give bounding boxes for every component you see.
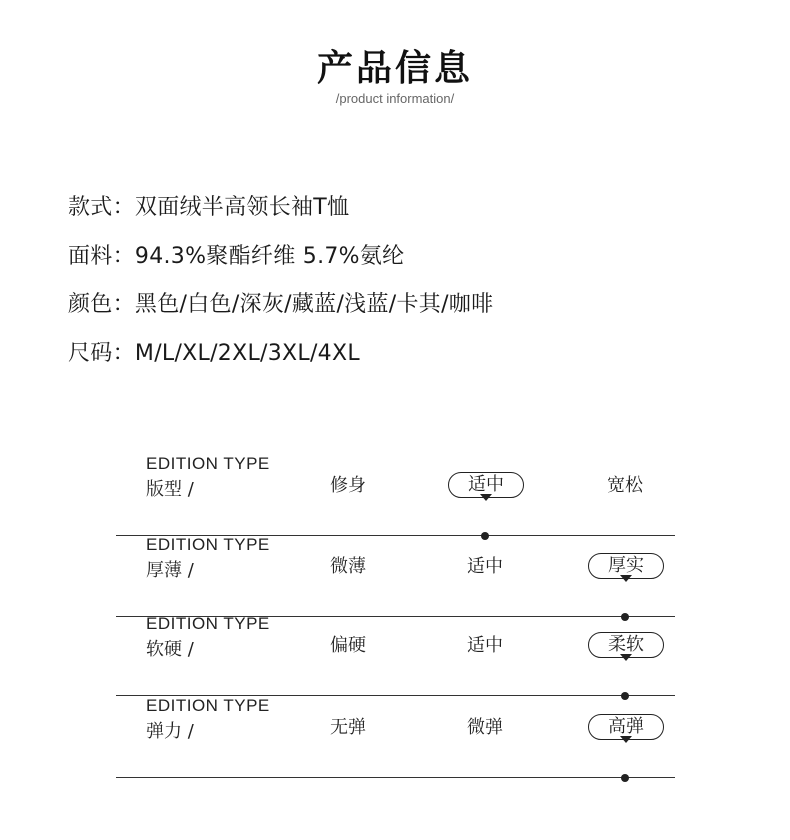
spec-value: M/L/XL/2XL/3XL/4XL: [134, 341, 360, 366]
scale-option: 适中: [467, 635, 503, 656]
scale-marker-dot: [621, 774, 629, 782]
scale-option-selected: 柔软: [588, 632, 664, 658]
spec-style: [68, 190, 349, 221]
scale-option-selected: 适中: [448, 472, 524, 498]
scale-cn-label: 弹力 /: [146, 721, 194, 742]
selection-pointer-icon: [620, 654, 632, 661]
spec-fabric: [68, 239, 404, 270]
spec-label: 尺码：: [68, 341, 135, 366]
scale-option: 微弹: [467, 717, 503, 738]
scale-cn-label: 版型 /: [146, 479, 194, 500]
scale-cn-label: 厚薄 /: [146, 560, 194, 581]
spec-label: 款式：: [68, 195, 135, 220]
spec-value: 94.3%聚酯纤维 5.7%氨纶: [134, 244, 405, 269]
scale-option: 偏硬: [330, 635, 366, 656]
scale-option: 微薄: [330, 556, 366, 577]
scale-en-label: EDITION TYPE: [146, 614, 270, 633]
spec-label: 颜色：: [68, 292, 135, 317]
selection-pointer-icon: [480, 494, 492, 501]
selection-pointer-icon: [620, 736, 632, 743]
scale-option: 无弹: [330, 717, 366, 738]
scale-en-label: EDITION TYPE: [146, 696, 270, 715]
scale-option-selected: 厚实: [588, 553, 664, 579]
scale-cn-label: 软硬 /: [146, 639, 194, 660]
spec-value: 黑色/白色/深灰/藏蓝/浅蓝/卡其/咖啡: [134, 292, 494, 317]
page-title: 产品信息: [316, 48, 473, 89]
scale-option: 修身: [330, 475, 366, 496]
scale-en-label: EDITION TYPE: [146, 454, 270, 473]
spec-size: [68, 336, 360, 367]
selection-pointer-icon: [620, 575, 632, 582]
scale-en-label: EDITION TYPE: [146, 535, 270, 554]
scale-axis-line: [116, 777, 675, 778]
spec-color: [68, 287, 493, 318]
scale-row: [116, 696, 675, 778]
spec-label: 面料：: [68, 244, 135, 269]
spec-value: 双面绒半高领长袖T恤: [134, 195, 350, 220]
scale-row: [116, 614, 675, 696]
scale-row: [116, 535, 675, 617]
scale-row: [116, 454, 675, 536]
scale-option: 适中: [467, 556, 503, 577]
scale-option: 宽松: [607, 475, 643, 496]
page-subtitle: /product information/: [335, 91, 455, 106]
scale-option-selected: 高弹: [588, 714, 664, 740]
